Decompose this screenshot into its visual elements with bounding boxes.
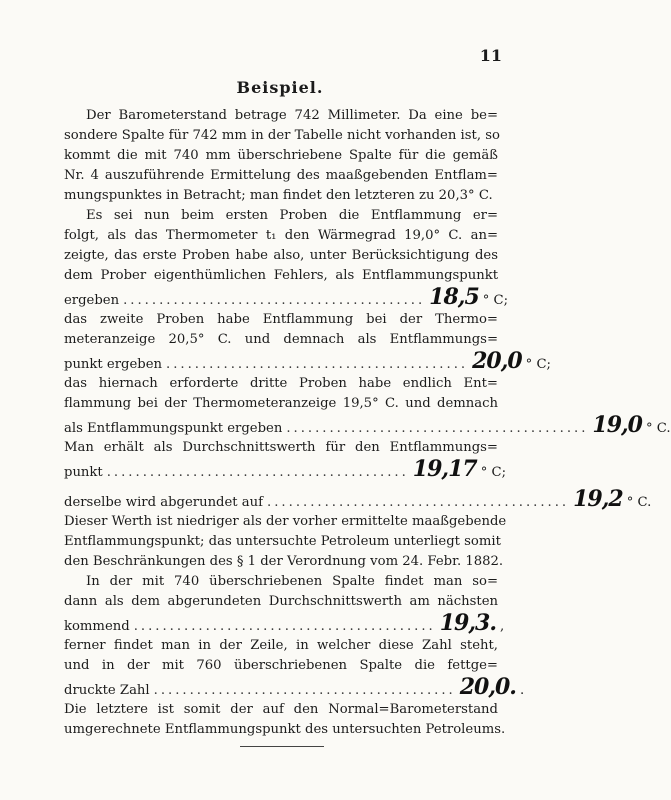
unit-label: ° C; <box>480 465 507 480</box>
text-line: kommt die mit 740 mm überschriebene Spalte für die gemäß <box>64 148 498 163</box>
text-line: das zweite Proben habe Entflammung bei der Thermo= <box>64 312 498 327</box>
result-line <box>64 348 551 374</box>
handwritten-value: 20,0. <box>459 674 516 700</box>
result-label: ergeben <box>64 293 120 308</box>
text-line: Dieser Werth ist niedriger als der vorher ermittelte maaßgebende <box>64 514 507 529</box>
result-line <box>64 610 505 636</box>
result-label: als Entflammungspunkt ergeben <box>64 421 283 436</box>
footer-divider <box>240 746 324 747</box>
page-number: 11 <box>479 46 502 65</box>
text-line: Die letztere ist somit der auf den Normal=Barometerstand <box>64 702 498 717</box>
text-line: In der mit 740 überschriebenen Spalte findet man so= <box>86 574 498 589</box>
text-line: Nr. 4 auszuführende Ermittelung des maaßgebenden Entflam= <box>64 168 498 183</box>
text-line: das hiernach erforderte dritte Proben habe endlich Ent= <box>64 376 498 391</box>
section-heading: Beispiel. <box>236 78 324 97</box>
text-line: mungspunktes in Betracht; man findet den letzteren zu 20,3° C. <box>64 188 493 203</box>
unit-label: ° C. <box>645 421 671 436</box>
text-line: Entflammungspunkt; das untersuchte Petroleum unterliegt somit <box>64 534 501 549</box>
text-line: dann als dem abgerundeten Durchschnittswerth am nächsten <box>64 594 498 609</box>
handwritten-value: 19,17 <box>412 456 477 482</box>
text-line: flammung bei der Thermometeranzeige 19,5° C. und demnach <box>64 396 498 411</box>
text-line: zeigte, das erste Proben habe also, unter Berücksichtigung des <box>64 248 498 263</box>
unit-label: ° C; <box>482 293 509 308</box>
text-line: dem Prober eigenthümlichen Fehlers, als Entflammungspunkt <box>64 268 498 283</box>
unit-label: ° C. <box>626 495 652 510</box>
result-label: kommend <box>64 619 130 634</box>
leader-dots: .......................................... <box>166 357 469 372</box>
leader-dots: .......................................... <box>286 421 589 436</box>
result-line <box>64 284 509 310</box>
unit-label: , <box>500 619 505 634</box>
result-line <box>64 486 652 512</box>
leader-dots: .......................................... <box>267 495 570 510</box>
text-line: den Beschränkungen des § 1 der Verordnung vom 24. Febr. 1882. <box>64 554 504 569</box>
result-label: punkt <box>64 465 103 480</box>
text-line: ferner findet man in der Zeile, in welcher diese Zahl steht, <box>64 638 498 653</box>
handwritten-value: 20,0 <box>472 348 522 374</box>
unit-label: ° C; <box>525 357 551 372</box>
text-line: folgt, als das Thermometer t₁ den Wärmegrad 19,0° C. an= <box>64 228 498 243</box>
text-line: meteranzeige 20,5° C. und demnach als Entflammungs= <box>64 332 498 347</box>
handwritten-value: 19,0 <box>592 412 642 438</box>
handwritten-value: 18,5 <box>429 284 479 310</box>
handwritten-value: 19,3. <box>439 610 496 636</box>
handwritten-value: 19,2 <box>573 486 623 512</box>
result-line <box>64 456 507 482</box>
text-line: Es sei nun beim ersten Proben die Entflammung er= <box>86 208 498 223</box>
text-line: Man erhält als Durchschnittswerth für den Entflammungs= <box>64 440 498 455</box>
result-label: punkt ergeben <box>64 357 163 372</box>
text-line: und in der mit 760 überschriebenen Spalte die fettge= <box>64 658 498 673</box>
result-label: druckte Zahl <box>64 683 150 698</box>
leader-dots: .......................................... <box>106 465 409 480</box>
unit-label: . <box>519 683 525 698</box>
leader-dots: .......................................... <box>123 293 426 308</box>
text-line: umgerechnete Entflammungspunkt des untersuchten Petroleums. <box>64 722 506 737</box>
result-label: derselbe wird abgerundet auf <box>64 495 264 510</box>
leader-dots: .......................................... <box>133 619 436 634</box>
text-line: sondere Spalte für 742 mm in der Tabelle nicht vorhanden ist, so <box>64 128 500 143</box>
text-line: Der Barometerstand betrage 742 Millimeter. Da eine be= <box>86 108 498 123</box>
result-line <box>64 674 525 700</box>
leader-dots: .......................................... <box>153 683 456 698</box>
result-line <box>64 412 671 438</box>
